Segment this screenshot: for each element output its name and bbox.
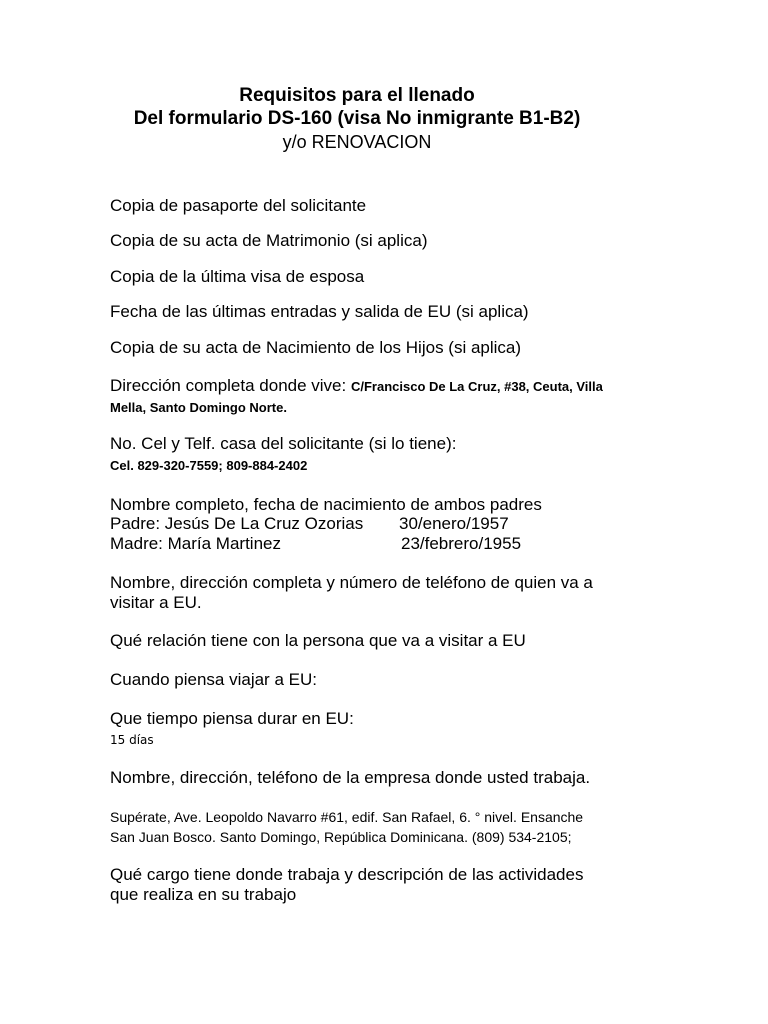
padre-name: Padre: Jesús De La Cruz Ozorias [110, 514, 364, 533]
item-relacion: Qué relación tiene con la persona que va a visitar a EU [110, 631, 526, 650]
item-direccion [110, 376, 603, 397]
direccion-label: Dirección completa donde vive: [110, 376, 347, 395]
madre-date: 23/febrero/1955 [401, 534, 522, 553]
tiempo-value: 15 días [110, 733, 154, 747]
padres-label: Nombre completo, fecha de nacimiento de ambos padres [110, 495, 542, 514]
cargo-line-1: Qué cargo tiene donde trabaja y descripción de las actividades [110, 865, 584, 884]
title-line-1: Requisitos para el llenado [239, 85, 475, 106]
item-entradas: Fecha de las últimas entradas y salida de EU (si aplica) [110, 302, 529, 321]
direccion-value-1: C/Francisco De La Cruz, #38, Ceuta, Villa [350, 379, 603, 394]
padre-date: 30/enero/1957 [399, 514, 509, 533]
item-pasaporte: Copia de pasaporte del solicitante [110, 196, 367, 215]
empresa-value-1: Supérate, Ave. Leopoldo Navarro #61, edif. San Rafael, 6. ° nivel. Ensanche [110, 809, 584, 825]
title-line-3: y/o RENOVACION [282, 132, 432, 152]
tiempo-label: Que tiempo piensa durar en EU: [110, 709, 354, 728]
telefono-value: Cel. 829-320-7559; 809-884-2402 [110, 458, 308, 473]
visitar-line-2: visitar a EU. [110, 593, 202, 612]
item-matrimonio: Copia de su acta de Matrimonio (si aplica) [110, 231, 428, 250]
cargo-line-2: que realiza en su trabajo [110, 885, 297, 904]
direccion-value-2: Mella, Santo Domingo Norte. [110, 400, 287, 415]
item-visa-esposa: Copia de la última visa de esposa [110, 267, 365, 286]
telefono-label: No. Cel y Telf. casa del solicitante (si lo tiene): [110, 434, 457, 453]
empresa-label: Nombre, dirección, teléfono de la empresa donde usted trabaja. [110, 768, 591, 787]
madre-name: Madre: María Martinez [110, 534, 281, 553]
item-nacimiento-hijos: Copia de su acta de Nacimiento de los Hijos (si aplica) [110, 338, 522, 357]
empresa-value-2: San Juan Bosco. Santo Domingo, República Dominicana. (809) 534-2105; [110, 829, 572, 845]
visitar-line-1: Nombre, dirección completa y número de teléfono de quien va a [110, 573, 593, 592]
item-cuando: Cuando piensa viajar a EU: [110, 670, 317, 689]
title-line-2: Del formulario DS-160 (visa No inmigrante B1-B2) [133, 108, 581, 129]
